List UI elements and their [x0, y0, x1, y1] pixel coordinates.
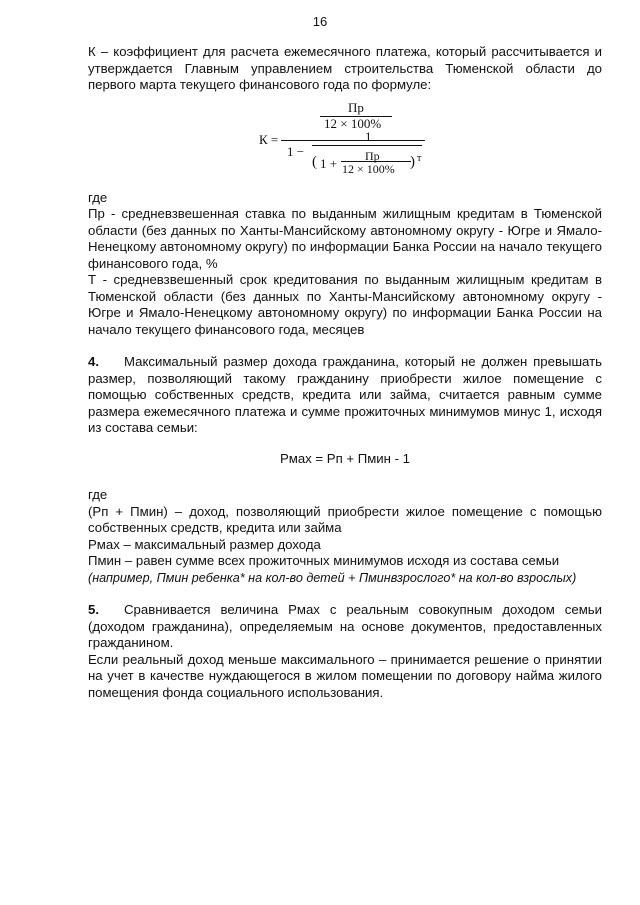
formula-k-lhs: К =	[259, 131, 279, 147]
formula-k	[88, 100, 602, 178]
item-5	[88, 602, 602, 652]
where-label: где	[88, 487, 108, 502]
definition-rp: (Рп + Пмин) – доход, позволяющий приобрести жилое помещение с помощью собственных средств, кредита или займа	[88, 503, 602, 535]
item-4-number: 4.	[88, 354, 99, 369]
formula-k-den-inner: 12 × 100%	[342, 161, 395, 176]
document-body	[88, 44, 602, 701]
definition-pr: Пр - средневзвешенная ставка по выданным жилищным кредитам в Тюменской области (без данных по Ханты-Мансийскому автономному округу - Югре и Ямало-Ненецкому автономному округу) по информации Банка России на начало текущего финансового года, %	[88, 206, 602, 271]
intro-paragraph: К – коэффициент для расчета ежемесячного платежа, который рассчитывается и утверждается Главным управлением строительства Тюменской области до первого марта текущего финансового года по формуле:	[88, 44, 602, 92]
formula-k-paren-close: )	[410, 153, 415, 170]
definition-t: Т - средневзвешенный срок кредитования по выданным жилищным кредитам в Тюменской области (без данных по Ханты-Мансийскому автономному округу - Югре и Ямало-Ненецкому автономному округу) по информации Банка России на начало текущего финансового года, месяцев	[88, 272, 602, 337]
item-5-number: 5.	[88, 602, 99, 617]
item-4-text: Максимальный размер дохода гражданина, который не должен превышать размер, позволяющий такому гражданину приобрести жилое помещение с помощью собственных средств, кредита или займа, считается равным сумме размера ежемесячного платежа и сумме прожиточных минимумов минус 1, исходя из состава семьи:	[88, 354, 602, 435]
formula-k-paren-open: (	[312, 153, 317, 170]
formula-k-one-plus: 1 +	[320, 155, 338, 171]
formula-k-num-top: Пр	[348, 99, 364, 115]
formula-k-one: 1	[365, 128, 372, 144]
definition-rmax: Рмах – максимальный размер дохода	[88, 536, 321, 552]
formula-k-num-bottom: 12 × 100%	[324, 115, 382, 131]
page-number: 16	[312, 14, 328, 29]
formula-k-one-minus: 1 −	[287, 143, 305, 159]
formula-k-pr-inner: Пр	[365, 148, 380, 163]
section-gap	[88, 586, 602, 602]
section-gap	[88, 338, 602, 354]
item-5-text: Сравнивается величина Рмах с реальным совокупным доходом семьи (доходом гражданина), определяемым на основе документов, предоставленных гражданином.	[88, 602, 602, 650]
definition-pmin: Пмин – равен сумме всех прожиточных минимумов исходя из состава семьи	[88, 553, 560, 568]
item-4	[88, 354, 602, 437]
formula-k-main-fraction-bar	[281, 140, 425, 141]
formula-k-exponent: т	[417, 152, 422, 164]
example-note: (например, Пмин ребенка* на кол-во детей + Пминвзрослого* на кол-во взрослых)	[88, 570, 577, 585]
conclusion-paragraph: Если реальный доход меньше максимального – принимается решение о принятии на учет в качестве нуждающегося в жилом помещении по договору найма жилого помещения фонда социального использования.	[88, 651, 602, 700]
where-label: где	[88, 189, 108, 205]
formula-rmax: Рмах = Рп + Пмин - 1	[279, 450, 411, 466]
formula-k-inner-fraction-bar	[312, 145, 422, 146]
